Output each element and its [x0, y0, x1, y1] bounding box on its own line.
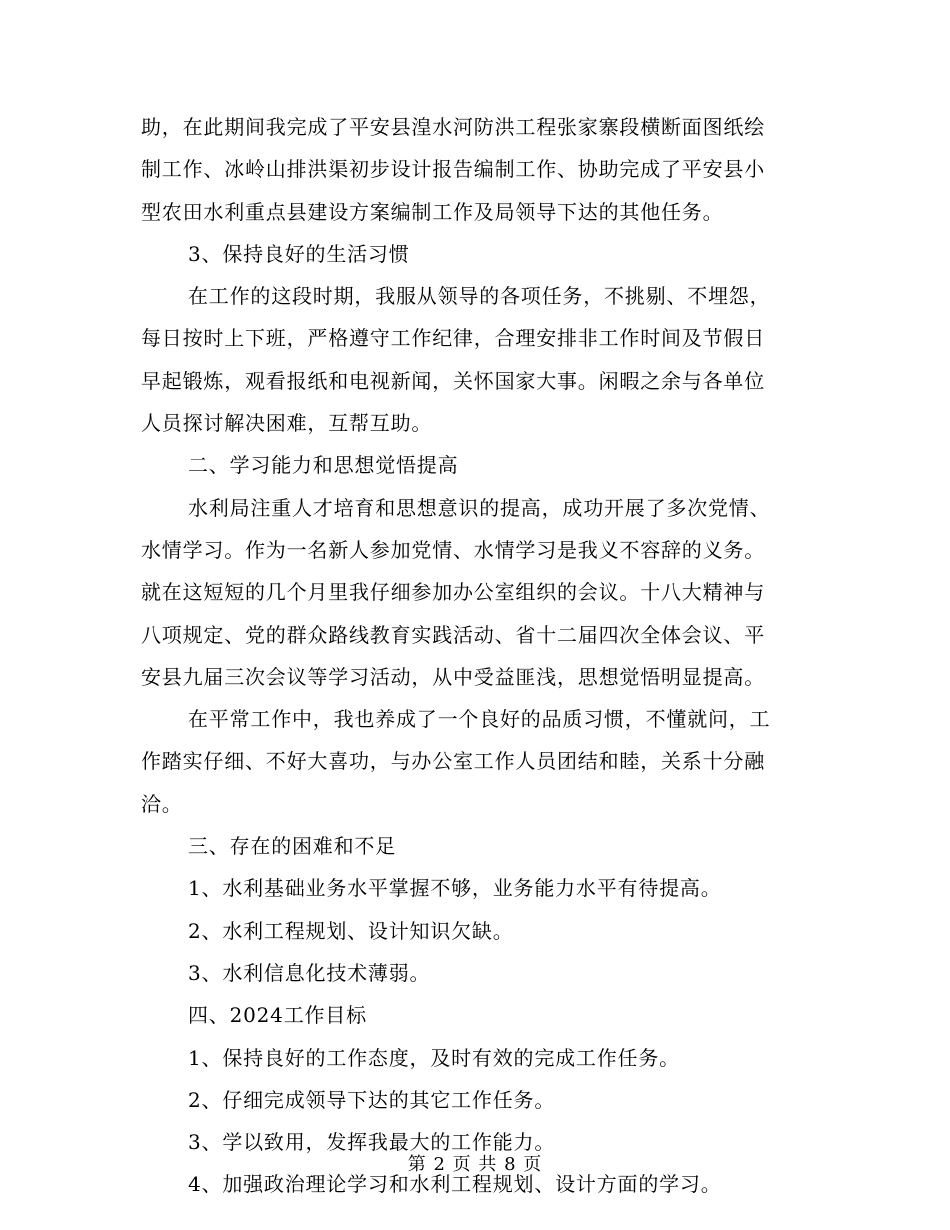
list-item: 2、仔细完成领导下达的其它工作任务。 — [188, 1087, 556, 1112]
paragraph-line: 人员探讨解决困难，互帮互助。 — [141, 411, 433, 436]
section-heading: 四、2024工作目标 — [188, 1003, 367, 1028]
list-item: 2、水利工程规划、设计知识欠缺。 — [188, 918, 514, 943]
section-heading: 三、存在的困难和不足 — [188, 834, 396, 859]
paragraph-line: 水利局注重人才培育和思想意识的提高，成功开展了多次党情、 — [188, 495, 771, 520]
page-number-footer: 第 2 页 共 8 页 — [407, 1154, 543, 1175]
paragraph-line: 早起锻炼，观看报纸和电视新闻，关怀国家大事。闲暇之余与各单位 — [141, 368, 765, 393]
section-heading: 二、学习能力和思想觉悟提高 — [188, 453, 459, 478]
paragraph-line: 在工作的这段时期，我服从领导的各项任务，不挑剔、不埋怨， — [188, 284, 771, 309]
section-heading: 3、保持良好的生活习惯 — [188, 241, 410, 266]
paragraph-line: 型农田水利重点县建设方案编制工作及局领导下达的其他任务。 — [141, 199, 724, 224]
list-item: 1、水利基础业务水平掌握不够，业务能力水平有待提高。 — [188, 876, 722, 901]
list-item: 4、加强政治理论学习和水利工程规划、设计方面的学习。 — [188, 1172, 722, 1197]
list-item: 3、水利信息化技术薄弱。 — [188, 960, 431, 985]
paragraph-line: 八项规定、党的群众路线教育实践活动、省十二届四次全体会议、平 — [141, 622, 765, 647]
paragraph-line: 洽。 — [141, 791, 183, 816]
paragraph-line: 助，在此期间我完成了平安县湟水河防洪工程张家寨段横断面图纸绘 — [141, 115, 765, 139]
paragraph-line: 作踏实仔细、不好大喜功，与办公室工作人员团结和睦，关系十分融 — [141, 749, 765, 774]
document-body — [141, 106, 811, 1206]
paragraph-line: 就在这短短的几个月里我仔细参加办公室组织的会议。十八大精神与 — [141, 580, 765, 605]
list-item: 1、保持良好的工作态度，及时有效的完成工作任务。 — [188, 1045, 680, 1070]
paragraph-line: 每日按时上下班，严格遵守工作纪律，合理安排非工作时间及节假日 — [141, 326, 765, 351]
paragraph-line: 在平常工作中，我也养成了一个良好的品质习惯，不懂就问，工 — [188, 707, 771, 732]
paragraph-line: 水情学习。作为一名新人参加党情、水情学习是我义不容辞的义务。 — [141, 537, 765, 562]
paragraph-line: 安县九届三次会议等学习活动，从中受益匪浅，思想觉悟明显提高。 — [141, 664, 765, 689]
list-item: 3、学以致用，发挥我最大的工作能力。 — [188, 1130, 556, 1155]
paragraph-line: 制工作、冰岭山排洪渠初步设计报告编制工作、协助完成了平安县小 — [141, 157, 765, 182]
